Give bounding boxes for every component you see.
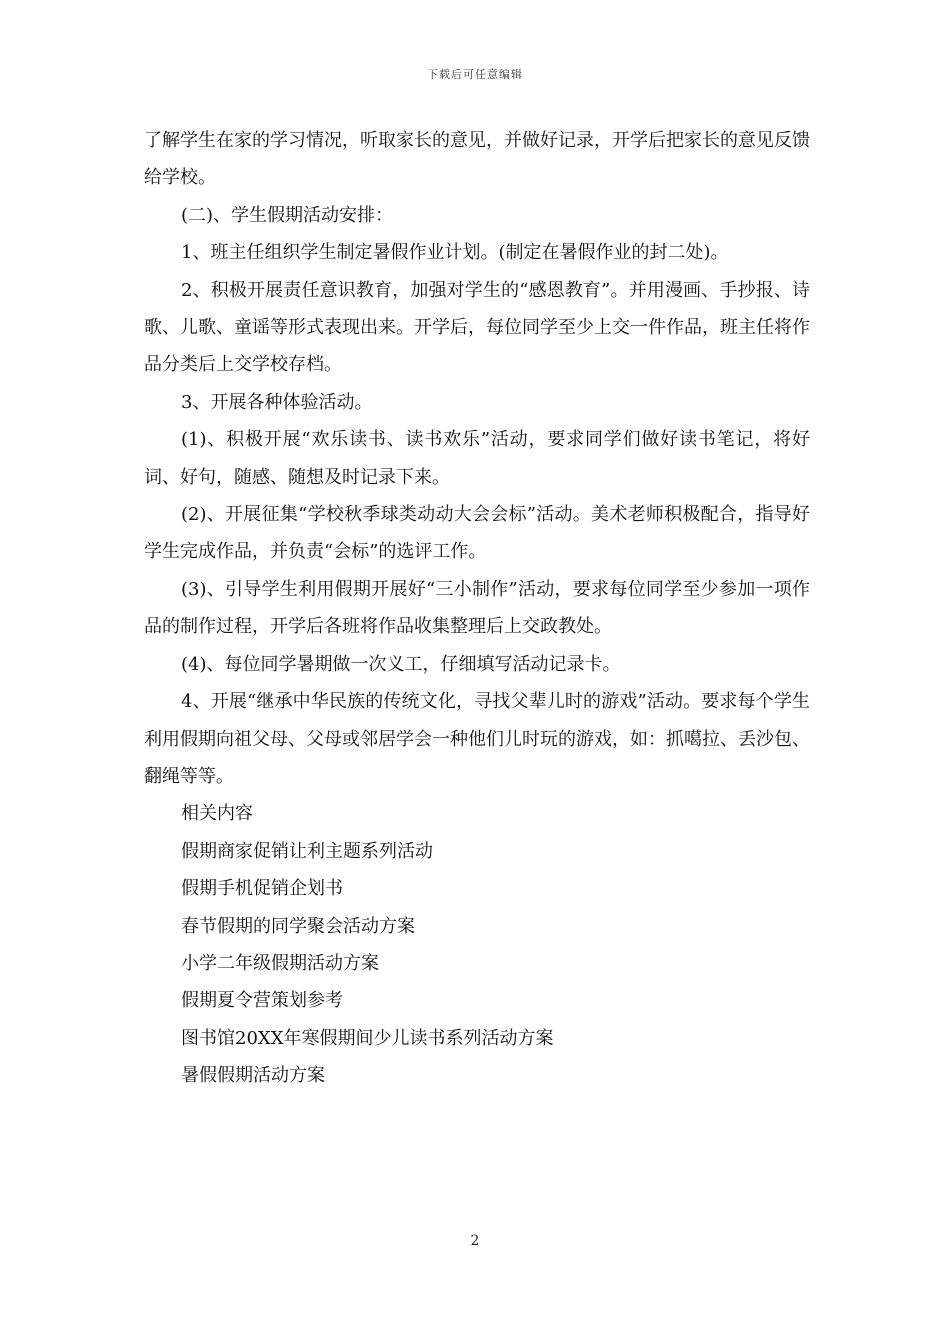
related-heading: 相关内容 xyxy=(181,803,253,825)
paragraph-subitem-1: (1)、积极开展“欢乐读书、读书欢乐”活动，要求同学们做好读书笔记，将好词、好句，随感、随想及时记录下来。 xyxy=(144,429,810,488)
related-link[interactable]: 图书馆20XX年寒假期间少儿读书系列活动方案 xyxy=(181,1027,554,1049)
related-link[interactable]: 小学二年级假期活动方案 xyxy=(181,952,379,974)
paragraph-item-2: 2、积极开展责任意识教育，加强对学生的“感恩教育”。并用漫画、手抄报、诗歌、儿歌、童谣等形式表现出来。开学后，每位同学至少上交一件作品，班主任将作品分类后上交学校存档。 xyxy=(144,279,810,376)
document-body xyxy=(144,122,810,1095)
page-number: 2 xyxy=(470,1233,480,1249)
related-link[interactable]: 春节假期的同学聚会活动方案 xyxy=(181,915,415,937)
paragraph-item-4: 4、开展“继承中华民族的传统文化，寻找父辈儿时的游戏”活动。要求每个学生利用假期向祖父母、父母或邻居学会一种他们儿时玩的游戏，如：抓噶拉、丢沙包、翻绳等等。 xyxy=(144,691,810,787)
paragraph-subitem-2: (2)、开展征集“学校秋季球类动动大会会标”活动。美术老师积极配合，指导好学生完成作品，并负责“会标”的选评工作。 xyxy=(144,504,810,563)
paragraph-item-3: 3、开展各种体验活动。 xyxy=(181,391,373,413)
header-note: 下载后可任意编辑 xyxy=(427,68,523,81)
paragraph-parent-feedback: 了解学生在家的学习情况，听取家长的意见，并做好记录，开学后把家长的意见反馈给学校。 xyxy=(144,130,810,189)
related-link[interactable]: 假期夏令营策划参考 xyxy=(181,990,343,1012)
paragraph-subitem-4: (4)、每位同学暑期做一次义工，仔细填写活动记录卡。 xyxy=(181,653,621,675)
related-link[interactable]: 暑假假期活动方案 xyxy=(181,1065,325,1087)
paragraph-item-1: 1、班主任组织学生制定暑假作业计划。(制定在暑假作业的封二处)。 xyxy=(181,242,729,264)
related-link[interactable]: 假期手机促销企划书 xyxy=(181,878,343,900)
related-link[interactable]: 假期商家促销让利主题系列活动 xyxy=(181,840,433,862)
section-heading-student-activities: (二)、学生假期活动安排： xyxy=(181,204,394,226)
paragraph-subitem-3: (3)、引导学生利用假期开展好“三小制作”活动，要求每位同学至少参加一项作品的制作过程，开学后各班将作品收集整理后上交政教处。 xyxy=(144,578,810,638)
